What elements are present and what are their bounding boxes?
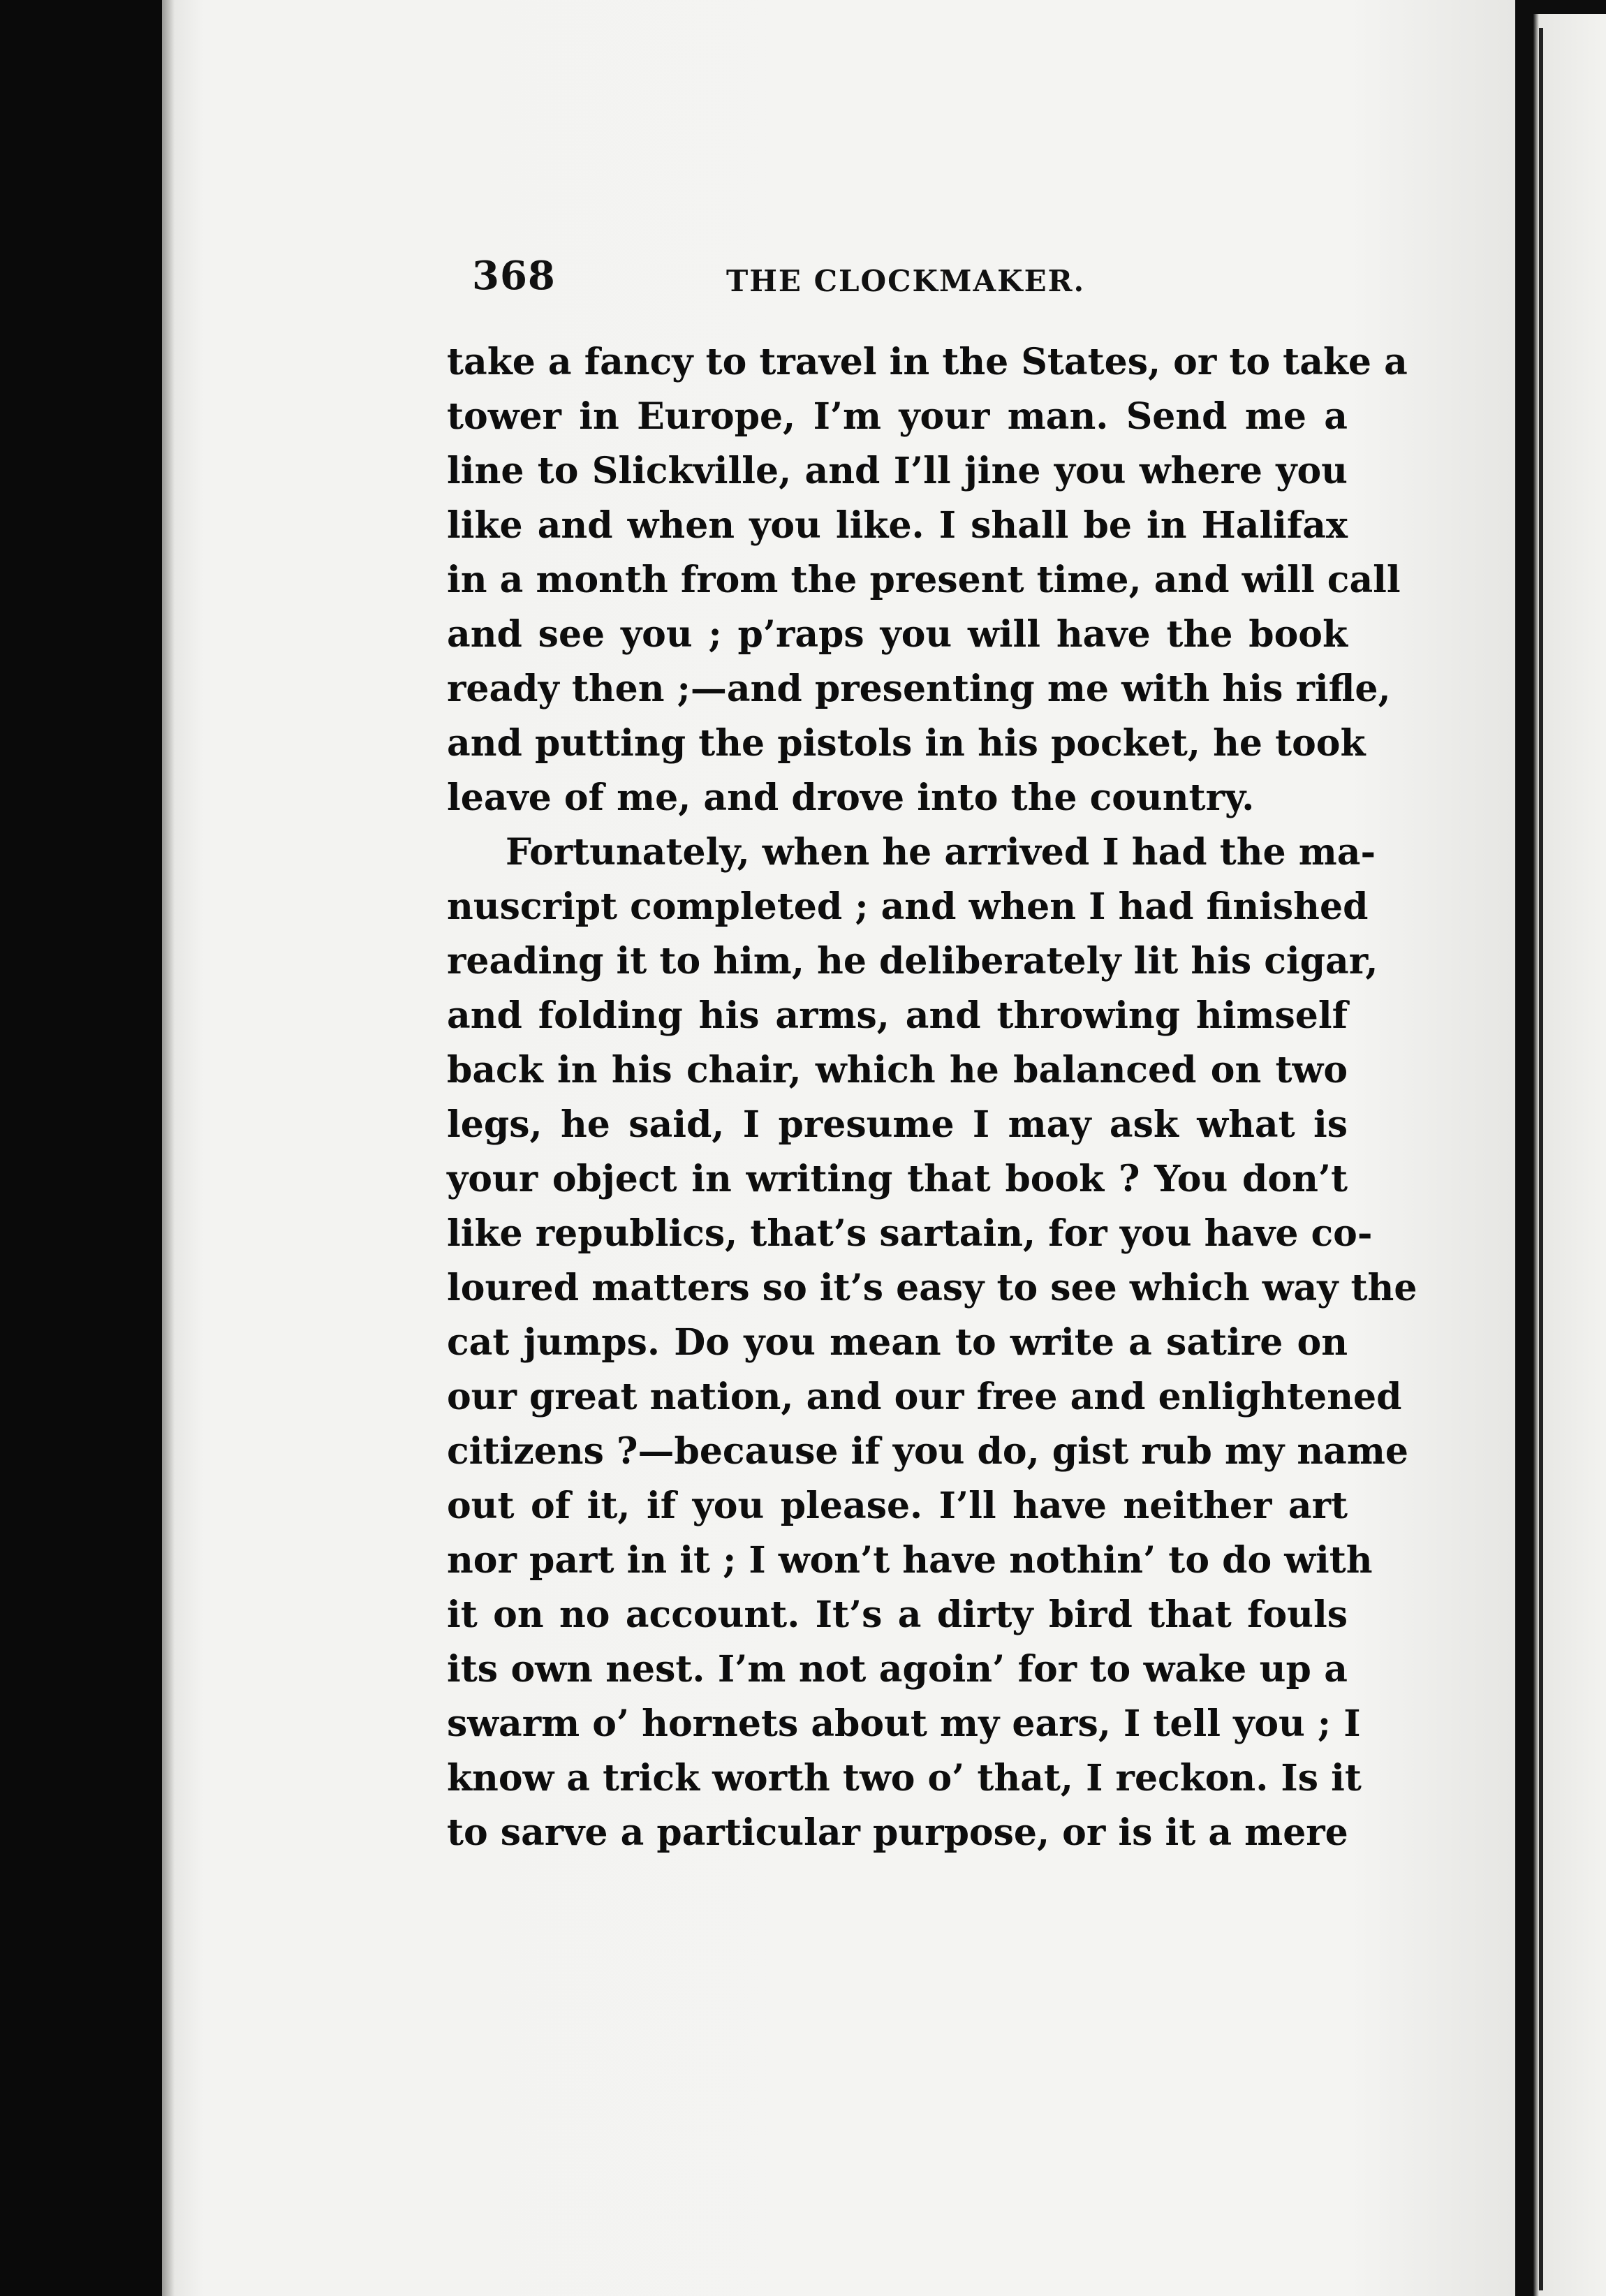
running-head xyxy=(472,253,1380,309)
adjacent-page-border xyxy=(1539,28,1543,2290)
text-line: and putting the pistols in his pocket, he took xyxy=(447,722,1366,765)
text-line: and see you ; p’raps you will have the book xyxy=(447,613,1348,656)
text-line: to sarve a particular purpose, or is it a mere xyxy=(447,1811,1348,1854)
text-line: legs, he said, I presume I may ask what is xyxy=(447,1103,1348,1146)
text-line: know a trick worth two o’ that, I reckon. Is it xyxy=(447,1757,1362,1800)
adjacent-page-edge xyxy=(1533,14,1606,2296)
text-line: nor part in it ; I won’t have nothin’ to do with xyxy=(447,1539,1373,1582)
gutter-shadow xyxy=(162,0,175,2296)
text-line: Fortunately, when he arrived I had the ma- xyxy=(506,831,1376,874)
book-binding-edge xyxy=(0,0,161,2296)
body-text xyxy=(447,335,1417,1860)
text-line: ready then ;—and presenting me with his rifle, xyxy=(447,668,1391,710)
text-line: loured matters so it’s easy to see which way the xyxy=(447,1267,1417,1309)
text-line: your object in writing that book ? You don’t xyxy=(447,1158,1348,1200)
text-line: our great nation, and our free and enlightened xyxy=(447,1376,1402,1418)
text-line: like republics, that’s sartain, for you have co- xyxy=(447,1212,1373,1255)
text-line: reading it to him, he deliberately lit his cigar, xyxy=(447,940,1378,983)
text-line: and folding his arms, and throwing himself xyxy=(447,994,1348,1037)
text-line: like and when you like. I shall be in Halifax xyxy=(447,504,1348,547)
text-line: leave of me, and drove into the country. xyxy=(447,777,1255,819)
text-line: its own nest. I’m not agoin’ for to wake up a xyxy=(447,1648,1348,1691)
text-line: it on no account. It’s a dirty bird that fouls xyxy=(447,1594,1348,1636)
text-line: citizens ?—because if you do, gist rub my name xyxy=(447,1430,1408,1473)
text-line: swarm o’ hornets about my ears, I tell you ; I xyxy=(447,1702,1361,1745)
text-line: cat jumps. Do you mean to write a satire on xyxy=(447,1321,1348,1364)
text-line: nuscript completed ; and when I had finished xyxy=(447,885,1369,928)
text-line: tower in Europe, I’m your man. Send me a xyxy=(447,395,1348,438)
page-number: 368 xyxy=(472,253,556,299)
text-line: out of it, if you please. I’ll have neither art xyxy=(447,1485,1348,1527)
text-line: line to Slickville, and I’ll jine you where you xyxy=(447,450,1348,492)
text-line: back in his chair, which he balanced on two xyxy=(447,1049,1348,1091)
text-line: in a month from the present time, and will call xyxy=(447,559,1401,601)
running-title: THE CLOCKMAKER. xyxy=(726,264,1086,298)
text-line: take a fancy to travel in the States, or to take a xyxy=(447,341,1408,383)
